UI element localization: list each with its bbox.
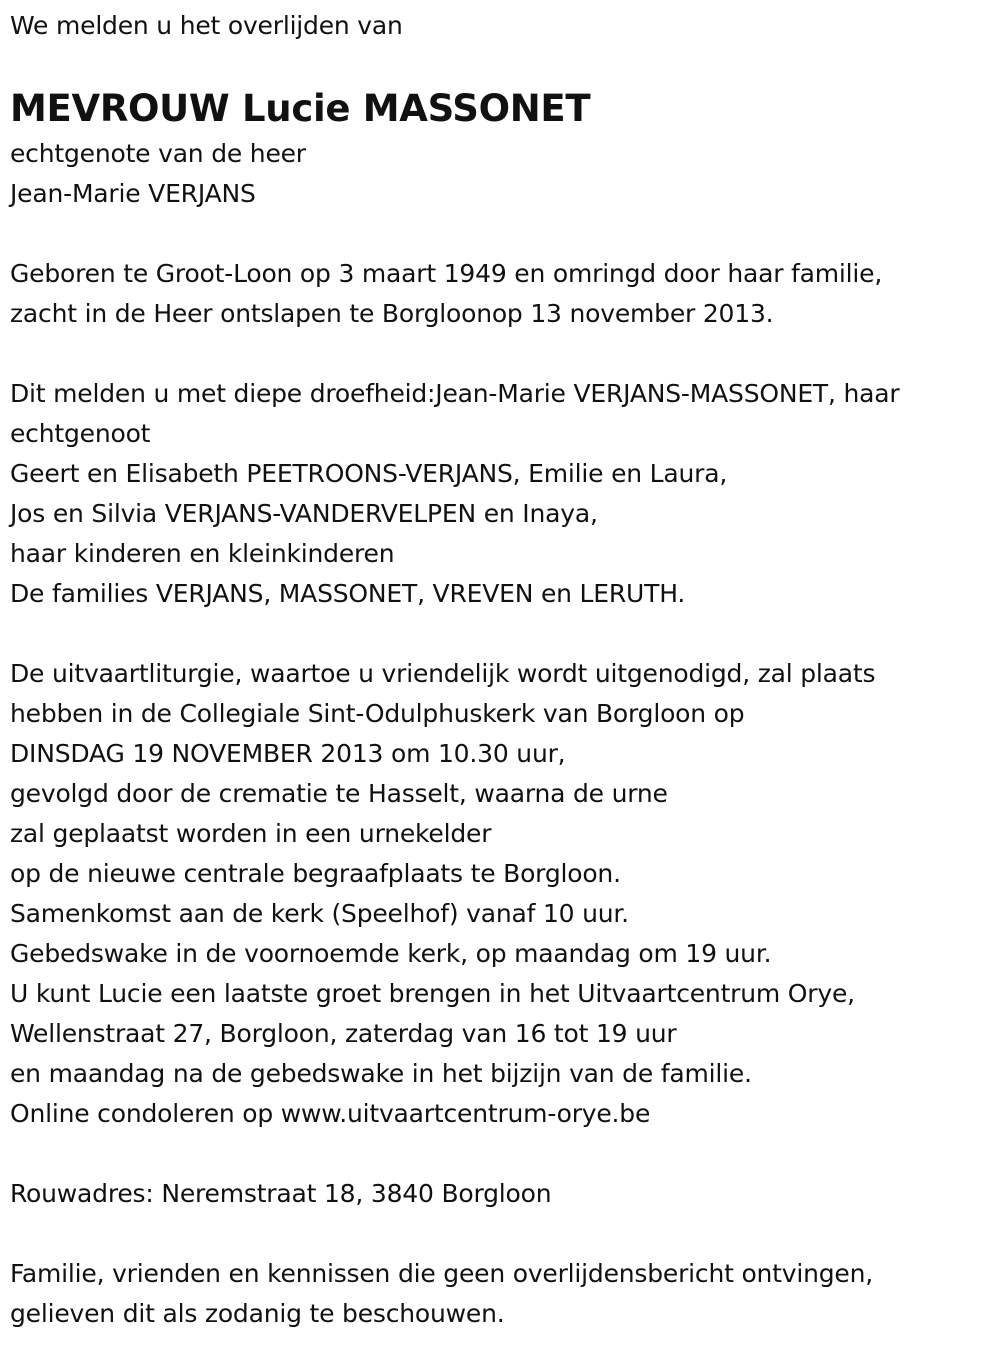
funeral-line: De uitvaartliturgie, waartoe u vriendelijk wordt uitgenodigd, zal plaats — [10, 659, 876, 688]
family-line: Dit melden u met diepe droefheid:Jean-Marie VERJANS-MASSONET, haar — [10, 379, 900, 408]
closing-line: gelieven dit als zodanig te beschouwen. — [10, 1299, 505, 1328]
obituary-notice — [10, 6, 990, 1334]
funeral-line: U kunt Lucie een laatste groet brengen in het Uitvaartcentrum Orye, — [10, 979, 855, 1008]
funeral-line: Samenkomst aan de kerk (Speelhof) vanaf 10 uur. — [10, 899, 629, 928]
funeral-line: zal geplaatst worden in een urnekelder — [10, 819, 492, 848]
spouse-line: Jean-Marie VERJANS — [10, 179, 256, 208]
family-line: De families VERJANS, MASSONET, VREVEN en LERUTH. — [10, 579, 686, 608]
condolence-line: Online condoleren op www.uitvaartcentrum-orye.be — [10, 1099, 651, 1128]
spacer — [10, 1214, 990, 1254]
family-line: haar kinderen en kleinkinderen — [10, 539, 395, 568]
family-block — [10, 374, 990, 614]
intro-text: We melden u het overlijden van — [10, 11, 403, 40]
funeral-line: op de nieuwe centrale begraafplaats te Borgloon. — [10, 859, 621, 888]
funeral-line: gevolgd door de crematie te Hasselt, waarna de urne — [10, 779, 668, 808]
spacer — [10, 214, 990, 254]
funeral-line: hebben in de Collegiale Sint-Odulphuskerk van Borgloon op — [10, 699, 745, 728]
funeral-line: en maandag na de gebedswake in het bijzijn van de familie. — [10, 1059, 752, 1088]
deceased-name: MEVROUW Lucie MASSONET — [10, 87, 591, 130]
birth-death-block — [10, 254, 990, 334]
funeral-line: Gebedswake in de voornoemde kerk, op maandag om 19 uur. — [10, 939, 772, 968]
spacer — [10, 334, 990, 374]
closing-line: Familie, vrienden en kennissen die geen overlijdensbericht ontvingen, — [10, 1259, 874, 1288]
family-line: echtgenoot — [10, 419, 151, 448]
spouse-line: echtgenote van de heer — [10, 139, 306, 168]
spacer — [10, 1134, 990, 1174]
spouse-block — [10, 134, 990, 214]
closing-block — [10, 1254, 990, 1334]
family-line: Geert en Elisabeth PEETROONS-VERJANS, Emilie en Laura, — [10, 459, 728, 488]
funeral-block — [10, 654, 990, 1134]
birth-line: Geboren te Groot-Loon op 3 maart 1949 en omringd door haar familie, — [10, 259, 883, 288]
funeral-date-line: DINSDAG 19 NOVEMBER 2013 om 10.30 uur, — [10, 739, 566, 768]
family-line: Jos en Silvia VERJANS-VANDERVELPEN en Inaya, — [10, 499, 598, 528]
mourning-address: Rouwadres: Neremstraat 18, 3840 Borgloon — [10, 1179, 552, 1208]
death-line: zacht in de Heer ontslapen te Borgloonop 13 november 2013. — [10, 299, 774, 328]
spacer — [10, 46, 990, 84]
spacer — [10, 614, 990, 654]
funeral-line: Wellenstraat 27, Borgloon, zaterdag van 16 tot 19 uur — [10, 1019, 677, 1048]
